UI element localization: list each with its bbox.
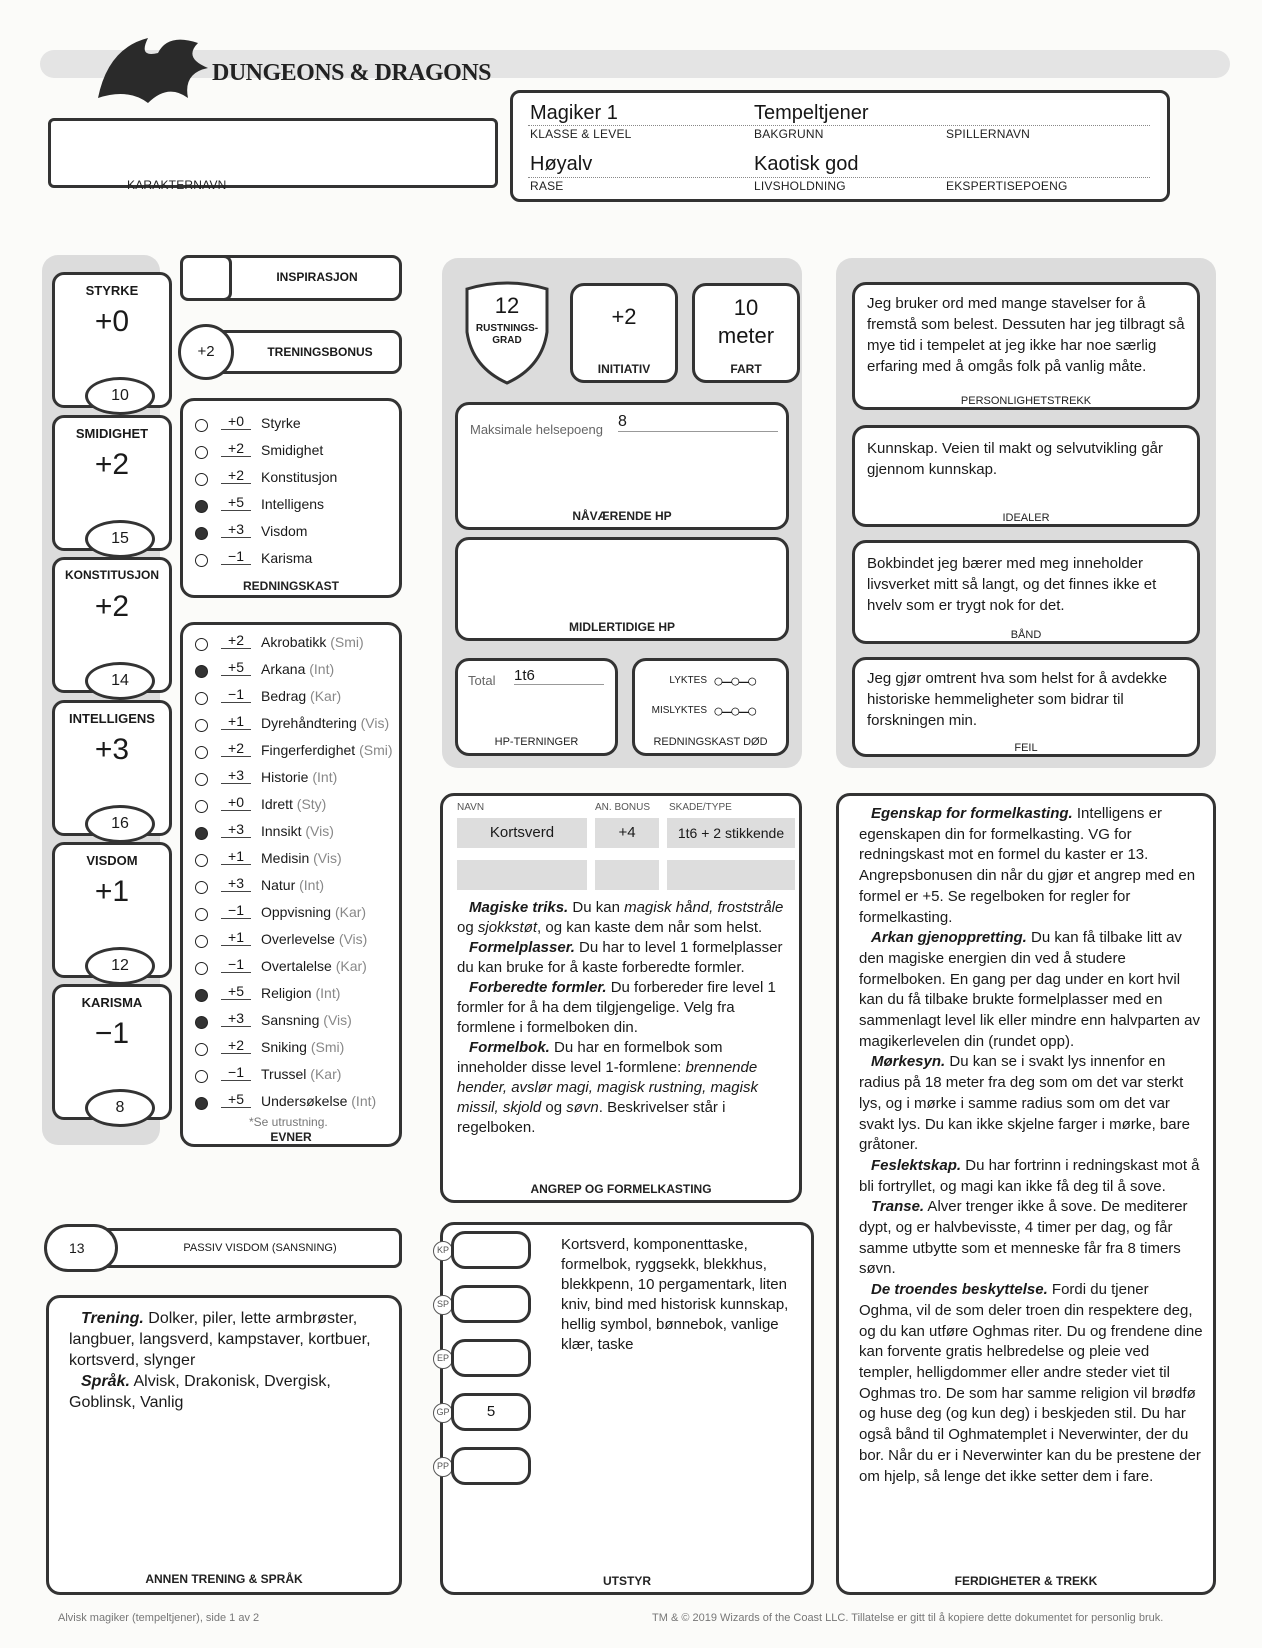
max-hp-label: Maksimale helsepoeng (470, 422, 603, 437)
equipment-panel (436, 1222, 814, 1595)
alignment-value[interactable]: Kaotisk god (754, 153, 859, 175)
attacks-label: ANGREP OG FORMELKASTING (530, 1182, 712, 1196)
personality-text: Jeg bruker ord med mange stavelser for å fremstå som belest. Dessuten har jeg tilbragt så mye tid i tempelet at jeg ikke har noe særlig erfaring med å omgås folk på vanlig måte. (867, 295, 1185, 375)
max-hp-value[interactable]: 8 (618, 413, 778, 432)
death-success-circles[interactable]: ○–○–○ (713, 671, 756, 691)
saving-throws-label: REDNINGSKAST (242, 579, 339, 593)
character-name-scroll[interactable] (48, 118, 498, 188)
player-name-label: SPILLERNAVN (946, 127, 1031, 141)
coin-cp[interactable]: KP (433, 1231, 523, 1269)
class-level-value[interactable]: Magiker 1 (530, 102, 618, 124)
coin-gp[interactable]: GP 5 (433, 1393, 523, 1431)
ideals-box[interactable] (852, 425, 1200, 527)
skills-panel: +2 Akrobatikk (Smi) +5 Arkana (Int) −1 Bedrag (Kar) +1 Dyrehåndtering (Vis) +2 Fingerferdighet (Smi) +3 Historie (Int) +0 Idrett (Sty) +3 Innsikt (Vis) +1 Medisin (Vis) +3 Natur (Int) −1 Oppvisning (Kar) +1 Overlevelse (Vis) −1 Overtalelse (Kar) +5 Religion (Int) +3 Sansning (Vis) +2 Sniking (Smi) −1 Trussel (Kar) +5 Undersøkelse (Int) *Se utrustning. EVNER (180, 622, 402, 1147)
background-value[interactable]: Tempeltjener (754, 102, 869, 124)
coin-sp[interactable]: SP (433, 1285, 523, 1323)
personality-box[interactable] (852, 282, 1200, 410)
bonds-label: BÅND (1010, 629, 1042, 641)
features-label: FERDIGHETER & TREKK (954, 1574, 1098, 1588)
xp-label: EKSPERTISEPOENG (946, 179, 1068, 193)
proficiency-dot[interactable] (195, 554, 208, 567)
passive-wisdom-label: PASSIV VISDOM (SANSNING) (183, 1242, 337, 1254)
dragon-logo-icon (88, 28, 218, 118)
proficiency-dot[interactable] (195, 473, 208, 486)
attack-bonus-cell[interactable]: +4 (595, 818, 659, 848)
armor-class-label: RUSTNINGS-GRAD (475, 323, 539, 346)
proficiency-label: TRENINGSBONUS (267, 345, 373, 359)
ability-charisma[interactable]: KARISMA −1 8 (52, 984, 172, 1120)
equipment-text[interactable]: Kortsverd, komponenttaske, formelbok, ryggsekk, blekkhus, blekkpenn, 10 pergamentark, liten kniv, bind med historisk kunnskap, hellig symbol, bønnebok, vanlige klær, taske (561, 1236, 789, 1353)
inspiration-checkbox[interactable] (180, 255, 232, 301)
features-panel (836, 793, 1216, 1595)
alignment-label: LIVSHOLDNING (754, 179, 846, 193)
proficiency-dot[interactable] (195, 446, 208, 459)
initiative-label: INITIATIV (597, 362, 651, 376)
speed-label: FART (730, 362, 762, 376)
death-fail-label: MISLYKTES (651, 705, 707, 716)
initiative-value: +2 (611, 304, 637, 329)
armor-class-value[interactable]: 12 (494, 293, 520, 318)
race-value[interactable]: Høyalv (530, 153, 593, 175)
skills-note: *Se utrustning. (249, 1115, 328, 1129)
ideals-label: IDEALER (1002, 512, 1050, 524)
footer-left: Alvisk magiker (tempeltjener), side 1 av 2 (58, 1612, 260, 1624)
class-level-label: KLASSE & LEVEL (530, 127, 632, 141)
initiative-box[interactable] (570, 283, 678, 383)
proficiency-dot[interactable] (195, 527, 208, 540)
ability-constitution[interactable]: KONSTITUSJON +2 14 (52, 557, 172, 693)
footer-right: TM & © 2019 Wizards of the Coast LLC. Tillatelse er gitt til å kopiere dette dokumentet for personlig bruk. (652, 1612, 1164, 1624)
hit-dice-total-value[interactable]: 1t6 (514, 667, 604, 685)
current-hp-label: NÅVÆRENDE HP (572, 509, 672, 523)
death-saves-box (632, 658, 789, 756)
flaws-text: Jeg gjør omtrent hva som helst for å avdekke historiske hemmeligheter som bidrar til forskningen min. (867, 670, 1168, 729)
col-name-label: NAVN (457, 802, 485, 813)
speed-box[interactable] (692, 283, 800, 383)
equipment-label: UTSTYR (603, 1574, 651, 1588)
attacks-panel (440, 793, 802, 1203)
death-success-label: LYKTES (669, 675, 707, 686)
coin-pp[interactable]: PP (433, 1447, 523, 1485)
inspiration-label: INSPIRASJON (276, 270, 358, 284)
ideals-text: Kunnskap. Veien til makt og selvutvikling går gjennom kunnskap. (867, 440, 1163, 478)
attack-damage-cell[interactable] (667, 860, 795, 890)
speed-value: 10 meter (717, 295, 775, 348)
saving-throws-panel: +0 Styrke +2 Smidighet +2 Konstitusjon +5 Intelligens +3 Visdom −1 Karisma REDNINGSKAST (180, 398, 402, 598)
features-text[interactable]: Egenskap for formelkasting. Intelligens er egenskapen din for formelkasting. VG for redningskast mot en formel du kaster er 13. Angrepsbonusen din når du gjør et angrep med en formel er +5. Se regelboken for regler for formelkasting. Arkan gjenoppretting. Du kan få tilbake litt av den magiske energien din ved å studere formelboken. En gang per dag under en kort hvil kan du få tilbake brukte formelplasser med en sammenlagt level lik eller mindre enn halvparten av magikerlevelen din (rundet opp). Mørkesyn. Du kan se i svakt lys innenfor en radius på 18 meter fra deg som om det var sterkt lys, og i mørke i samme radius som om det var svakt lys. Du kan ikke skjelne farger i mørke, bare gråtoner. Feslektskap. Du har fortrinn i redningskast mot å bli fortryllet, og magi kan ikke få deg til å sove. Transe. Alver trenger ikke å sove. De mediterer dypt, og er halvbevisste, 4 timer per dag, og får samme utbytte som et menneske får fra 8 timers søvn. De troendes beskyttelse. Fordi du tjener Oghma, vil de som deler troen din respektere deg, og du kan utføre Oghmas riter. Du og frendene dine kan forvente gratis helbredelse og pleie ved templer, helligdommer eller andre steder viet til Oghmas tro. De som har samme religion vil brødfø og huse deg (og kun deg) i beskjeden stil. Du har også bånd til Oghmatemplet i Neverwinter, der du bor. Når du er i Neverwinter kan du be prestene der om hjelp, så lenge det ikke setter dem i fare. (859, 805, 1203, 1485)
attack-name-cell[interactable] (457, 860, 587, 890)
hit-dice-total-label: Total (468, 673, 496, 688)
attack-damage-cell[interactable]: 1t6 + 2 stikkende (667, 818, 795, 848)
attack-bonus-cell[interactable] (595, 860, 659, 890)
proficiency-dot[interactable] (195, 419, 208, 432)
ability-dexterity[interactable]: SMIDIGHET +2 15 (52, 415, 172, 551)
proficiency-value[interactable]: +2 (178, 324, 234, 380)
bonds-box[interactable] (852, 540, 1200, 644)
temp-hp-label: MIDLERTIDIGE HP (568, 620, 675, 634)
languages-text[interactable]: Trening. Dolker, piler, lette armbrøster, langbuer, langsverd, kampstaver, kortbuer, kortsverd, slynger Språk. Alvisk, Drakonisk, Dvergisk, Goblinsk, Vanlig (69, 1310, 371, 1411)
skills-label: EVNER (270, 1130, 312, 1144)
col-bonus-label: AN. BONUS (595, 802, 651, 813)
languages-label: ANNEN TRENING & SPRÅK (145, 1572, 303, 1586)
ability-wisdom[interactable]: VISDOM +1 12 (52, 842, 172, 978)
ability-intelligence[interactable]: INTELLIGENS +3 16 (52, 700, 172, 836)
proficiency-dot[interactable] (195, 500, 208, 513)
character-name-label: KARAKTERNAVN (127, 178, 227, 192)
bonds-text: Bokbindet jeg bærer med meg inneholder livsverket mitt så langt, og det finnes ikke et hvelv som er trygt nok for det. (867, 555, 1157, 614)
attack-name-cell[interactable]: Kortsverd (457, 818, 587, 848)
header-divider (528, 177, 1150, 178)
race-label: RASE (530, 179, 564, 193)
temp-hp-box[interactable] (455, 537, 789, 641)
background-label: BAKGRUNN (754, 127, 824, 141)
flaws-label: FEIL (1014, 742, 1038, 754)
death-saves-label: REDNINGSKAST DØD (653, 736, 768, 748)
coin-ep[interactable]: EP (433, 1339, 523, 1377)
languages-panel (46, 1295, 402, 1595)
col-damage-label: SKADE/TYPE (669, 802, 732, 813)
spell-text[interactable]: Magiske triks. Du kan magisk hånd, froststråle og sjokkstøt, og kan kaste dem når som helst. Formelplasser. Du har to level 1 formelplasser du kan bruke for å kaste forberedte formler. Forberedte formler. Du forbereder fire level 1 formler for å ha dem tilgjengelige. Velg fra formlene i formelboken din. Formelbok. Du har en formelbok som inneholder disse level 1-formlene: brennende hender, avslør magi, magisk rustning, magisk missil, skjold og søvn. Beskrivelser står i regelboken. (457, 899, 784, 1136)
passive-wisdom-value[interactable]: 13 (44, 1224, 118, 1272)
flaws-box[interactable] (852, 657, 1200, 757)
hit-dice-label: HP-TERNINGER (494, 736, 579, 748)
personality-label: PERSONLIGHETSTREKK (960, 395, 1092, 407)
ability-strength[interactable]: STYRKE +0 10 (52, 272, 172, 408)
armor-class-shield[interactable] (457, 277, 557, 387)
hit-dice-box[interactable] (455, 658, 618, 756)
logo-text: DUNGEONS & DRAGONS (212, 60, 492, 86)
death-fail-circles[interactable]: ○–○–○ (713, 701, 756, 721)
header-divider (528, 125, 1150, 126)
current-hp-box[interactable] (455, 402, 789, 530)
